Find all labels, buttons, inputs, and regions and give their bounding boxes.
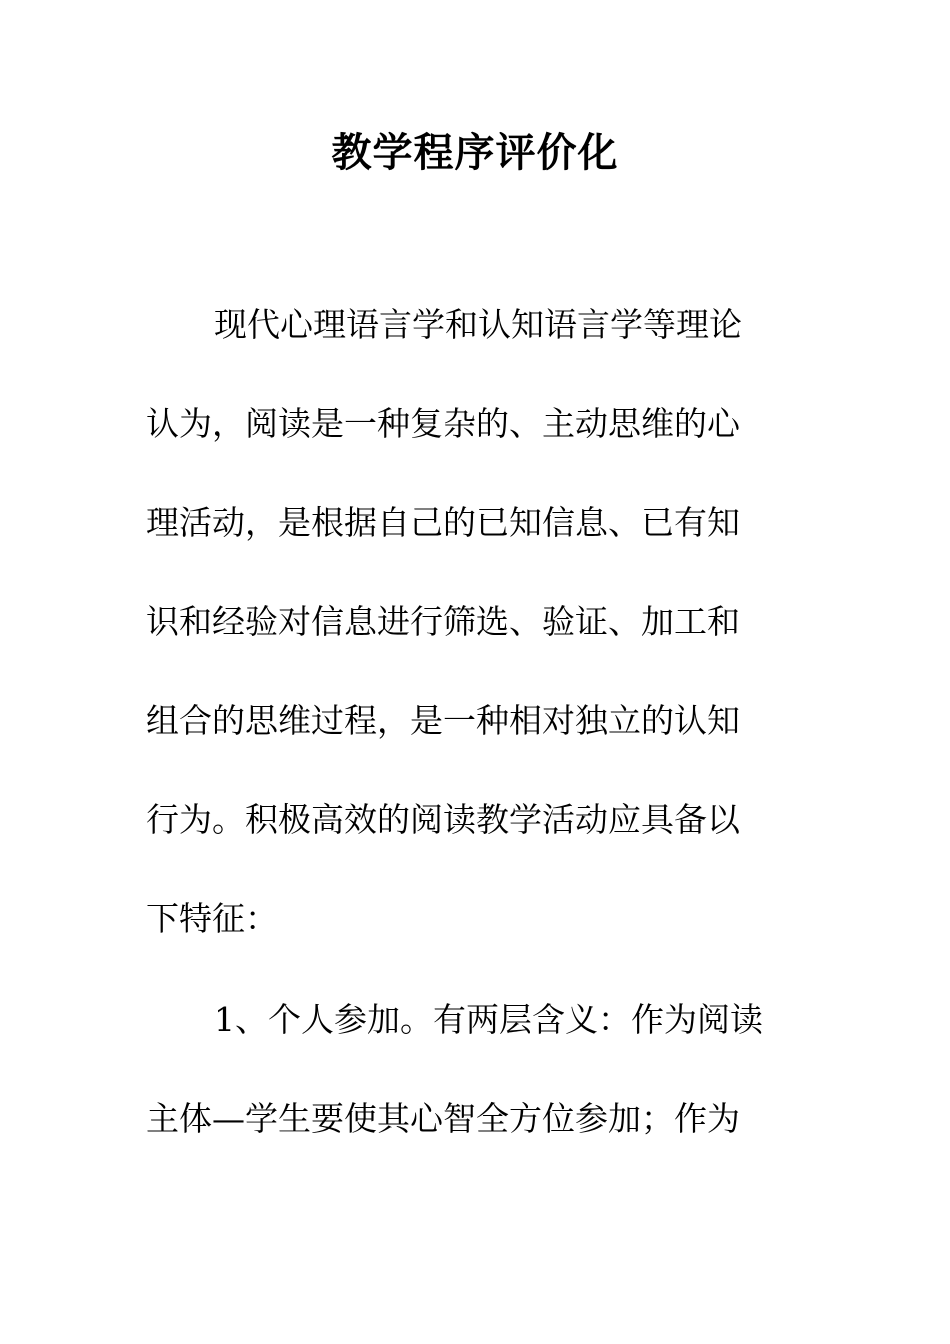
paragraph-line: 行为。积极高效的阅读教学活动应具备以: [146, 800, 740, 839]
paragraph-line: 现代心理语言学和认知语言学等理论: [214, 305, 742, 344]
paragraph-line: 下特征：: [146, 899, 278, 938]
paragraph-line: 识和经验对信息进行筛选、验证、加工和: [146, 602, 740, 641]
paragraph-line: 认为，阅读是一种复杂的、主动思维的心: [146, 404, 740, 443]
paragraph-line: 主体—学生要使其心智全方位参加；作为: [146, 1099, 740, 1138]
paragraph-line: 理活动，是根据自己的已知信息、已有知: [146, 503, 740, 542]
paragraph-line: 组合的思维过程，是一种相对独立的认知: [146, 701, 740, 740]
paragraph-line: 1、个人参加。有两层含义：作为阅读: [214, 1000, 763, 1039]
document-title: 教学程序评价化: [331, 130, 619, 176]
